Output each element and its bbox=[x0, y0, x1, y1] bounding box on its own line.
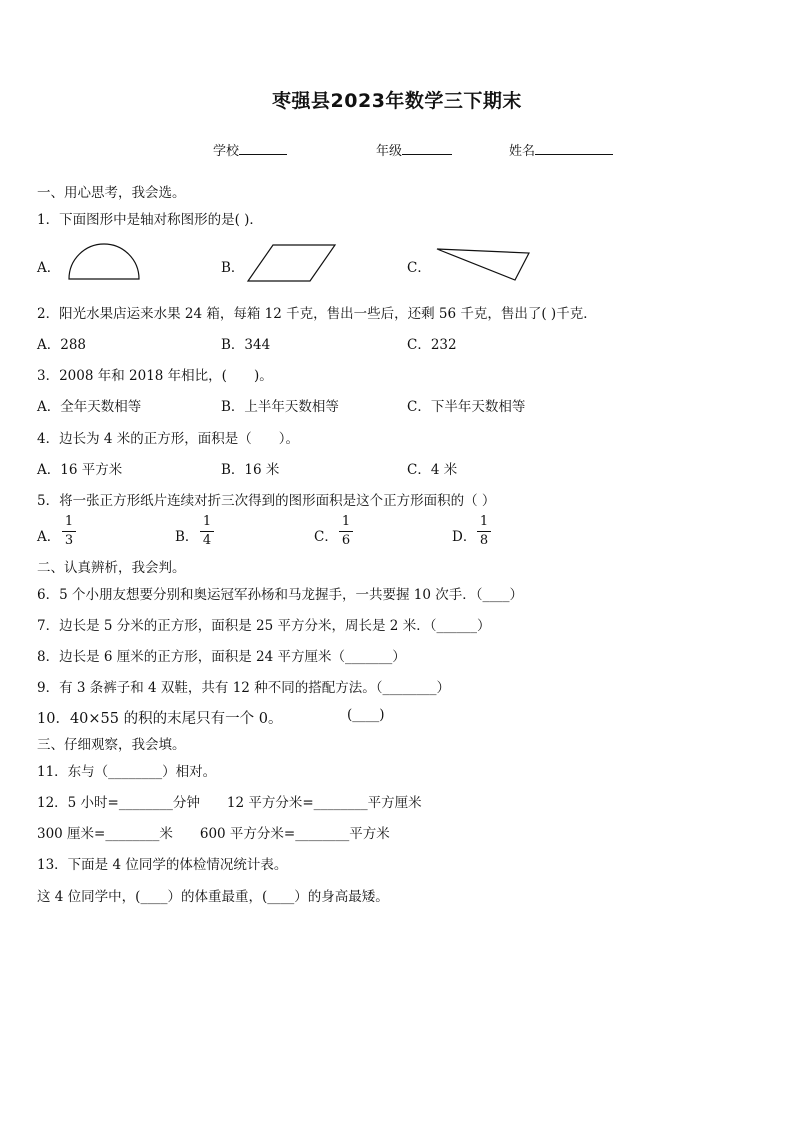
school-label: 学校 bbox=[213, 144, 240, 159]
q5-fraction-d bbox=[477, 514, 491, 549]
q12-line-1: 12．5 小时=________分钟 12 平方分米=________平方厘米 bbox=[37, 795, 422, 811]
q7-statement: 7．边长是 5 分米的正方形，面积是 25 平方分米，周长是 2 米．（______） bbox=[37, 618, 491, 634]
fraction-bar bbox=[477, 531, 491, 532]
q10-answer-blank: (____) bbox=[347, 707, 385, 723]
parallelogram-shape bbox=[246, 243, 338, 283]
triangle-shape bbox=[434, 246, 534, 282]
q2-stem: 2．阳光水果店运来水果 24 箱，每箱 12 千克，售出一些后，还剩 56 千克，售出了( )千克． bbox=[37, 306, 597, 322]
q4-option-b: B．16 米 bbox=[221, 462, 280, 478]
grade-label: 年级 bbox=[376, 144, 403, 159]
name-label: 姓名 bbox=[509, 144, 536, 159]
q5-stem: 5．将一张正方形纸片连续对折三次得到的图形面积是这个正方形面积的（ ） bbox=[37, 493, 496, 509]
section-2-heading: 二、认真辨析，我会判。 bbox=[37, 560, 186, 576]
q5-fraction-a bbox=[62, 514, 76, 549]
q5-option-a-label: A． bbox=[37, 529, 61, 545]
q1-option-b-label: B． bbox=[221, 260, 245, 276]
q10-statement: 10．40×55 的积的末尾只有一个 0。 bbox=[37, 711, 283, 727]
section-3-heading: 三、仔细观察，我会填。 bbox=[37, 737, 186, 753]
grade-blank bbox=[402, 142, 452, 155]
q9-statement: 9．有 3 条裤子和 4 双鞋，共有 12 种不同的搭配方法。（________） bbox=[37, 680, 450, 696]
fraction-numerator: 1 bbox=[479, 514, 489, 529]
q1-stem: 1．下面图形中是轴对称图形的是( )． bbox=[37, 212, 263, 228]
fraction-denominator: 4 bbox=[202, 533, 212, 548]
semicircle-shape bbox=[66, 240, 142, 282]
fraction-denominator: 6 bbox=[341, 533, 351, 548]
q11-statement: 11．东与（________）相对。 bbox=[37, 764, 217, 780]
q4-stem: 4．边长为 4 米的正方形，面积是（ ）。 bbox=[37, 431, 300, 447]
q13-question: 这 4 位同学中，(____）的体重最重，(____）的身高最矮。 bbox=[37, 889, 389, 905]
q3-option-c: C．下半年天数相等 bbox=[407, 399, 526, 415]
q3-option-a: A．全年天数相等 bbox=[37, 399, 142, 415]
q4-option-c: C．4 米 bbox=[407, 462, 458, 478]
q8-statement: 8．边长是 6 厘米的正方形，面积是 24 平方厘米（_______） bbox=[37, 649, 406, 665]
q6-statement: 6．5 个小朋友想要分别和奥运冠军孙杨和马龙握手，一共要握 10 次手．（____） bbox=[37, 587, 523, 603]
name-field bbox=[509, 140, 613, 159]
q1-option-a-label: A． bbox=[37, 260, 61, 276]
q2-option-c: C．232 bbox=[407, 337, 457, 353]
school-blank bbox=[239, 142, 287, 155]
q5-option-b-label: B． bbox=[175, 529, 199, 545]
fraction-bar bbox=[62, 531, 76, 532]
q5-fraction-c bbox=[339, 514, 353, 549]
fraction-numerator: 1 bbox=[341, 514, 351, 529]
q3-stem: 3．2008 年和 2018 年相比，( )。 bbox=[37, 368, 273, 384]
section-1-heading: 一、用心思考，我会选。 bbox=[37, 185, 186, 201]
q5-option-c-label: C． bbox=[314, 529, 338, 545]
q3-option-b: B．上半年天数相等 bbox=[221, 399, 339, 415]
q4-option-a: A．16 平方米 bbox=[37, 462, 123, 478]
fraction-numerator: 1 bbox=[64, 514, 74, 529]
q5-fraction-b bbox=[200, 514, 214, 549]
q1-option-c-label: C． bbox=[407, 260, 431, 276]
fraction-numerator: 1 bbox=[202, 514, 212, 529]
name-blank bbox=[535, 142, 613, 155]
school-field bbox=[213, 140, 287, 159]
fraction-denominator: 8 bbox=[479, 533, 489, 548]
q13-stem: 13．下面是 4 位同学的体检情况统计表。 bbox=[37, 857, 288, 873]
fraction-bar bbox=[339, 531, 353, 532]
q2-option-a: A．288 bbox=[37, 337, 87, 353]
q12-line-2: 300 厘米=________米 600 平方分米=________平方米 bbox=[37, 826, 390, 842]
fraction-bar bbox=[200, 531, 214, 532]
fraction-denominator: 3 bbox=[64, 533, 74, 548]
page-title: 枣强县2023年数学三下期末 bbox=[272, 90, 522, 112]
q2-option-b: B．344 bbox=[221, 337, 271, 353]
grade-field bbox=[376, 140, 452, 159]
q5-option-d-label: D． bbox=[452, 529, 477, 545]
